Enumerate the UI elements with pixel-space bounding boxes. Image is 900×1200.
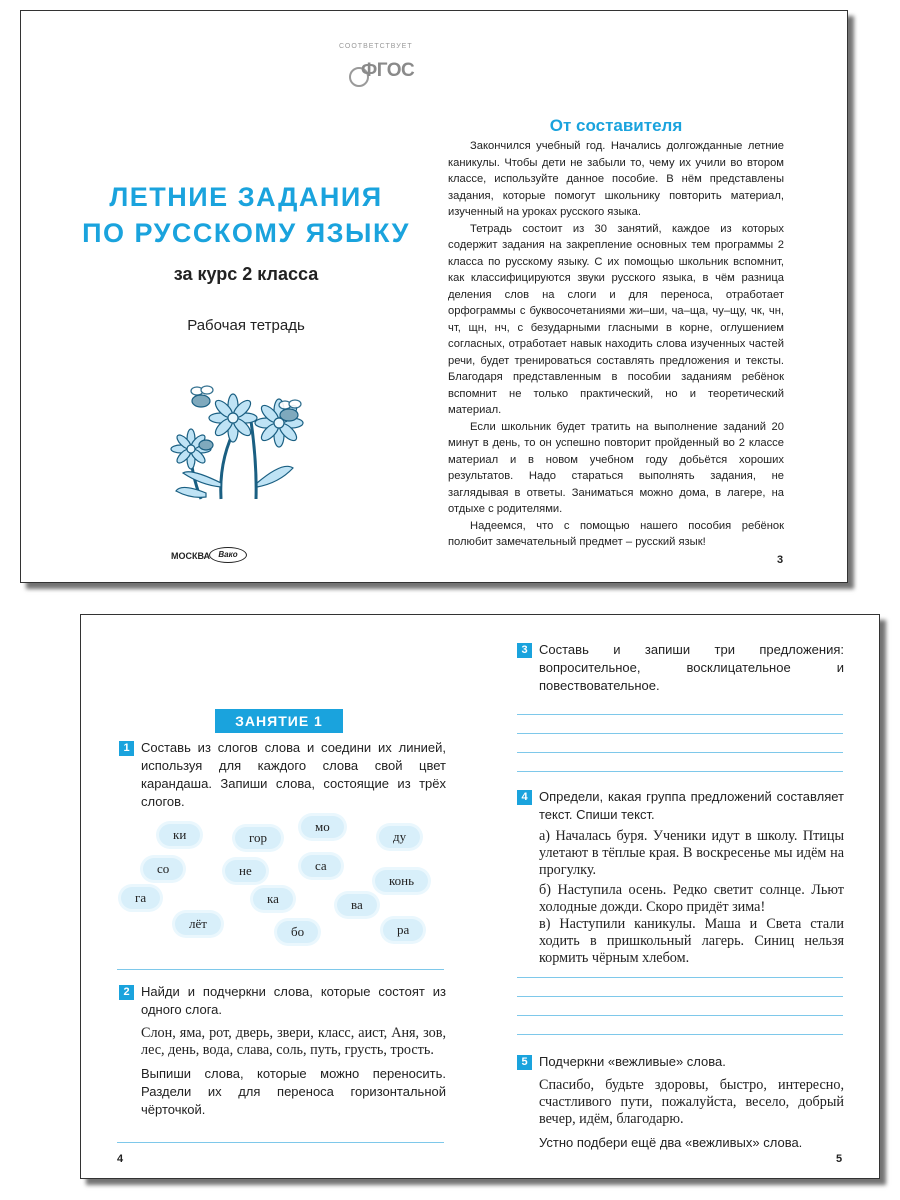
task-3-text: Составь и запиши три предложения: вопросительное, восклицательное и повествовательное. bbox=[539, 642, 844, 693]
preface-paragraph-3: Если школьник будет тратить на выполнение заданий 20 минут в день, то он успешно повторит пройденный во 2 классе материал и в новом учебном году добьётся хороших результатов. Надо стараться выполнять задания, не заглядывая в ответы. Заниматься можно дома, в лагере, на отдыхе с родителями. bbox=[448, 420, 784, 515]
task-1-text: Составь из слогов слова и соедини их линией, используя для каждого слова свой цвет карандаша. Запиши слова, состоящие из трёх слогов. bbox=[141, 740, 446, 809]
page-number-3: 3 bbox=[777, 554, 784, 566]
syllable-11: ва bbox=[337, 894, 377, 916]
task-2 bbox=[141, 983, 446, 1119]
task-3-number: 3 bbox=[517, 643, 532, 658]
page-number-4: 4 bbox=[117, 1153, 124, 1165]
answer-line bbox=[517, 1015, 843, 1016]
task-4-group-a: а) Началась буря. Ученики идут в школу. Птицы улетают в тёплые края. В воскресенье мы идём на прогулку. bbox=[539, 828, 844, 878]
syllable-1: ки bbox=[159, 824, 200, 846]
syllable-10: ка bbox=[253, 888, 293, 910]
syllable-4: ду bbox=[379, 826, 420, 848]
page-number-5: 5 bbox=[836, 1153, 843, 1165]
top-spread bbox=[20, 10, 848, 583]
subtitle: за курс 2 класса bbox=[173, 264, 319, 284]
answer-line bbox=[117, 1142, 444, 1143]
bottom-spread bbox=[80, 614, 880, 1179]
task-1 bbox=[141, 739, 446, 811]
task-5-number: 5 bbox=[517, 1055, 532, 1070]
daisies-with-bees-illustration bbox=[161, 373, 331, 503]
syllable-13: бо bbox=[277, 921, 318, 943]
preface-heading: От составителя bbox=[549, 116, 683, 135]
answer-line bbox=[517, 1034, 843, 1035]
task-5-text: Подчеркни «вежливые» слова. bbox=[539, 1054, 726, 1069]
fgos-arc-text: СООТВЕТСТВУЕТ bbox=[339, 43, 413, 50]
task-2-words: Слон, яма, рот, дверь, звери, класс, аист, Аня, зов, лес, день, вода, слава, соль, путь, грусть, трость. bbox=[141, 1025, 446, 1058]
answer-line bbox=[517, 977, 843, 978]
syllable-12: лёт bbox=[175, 913, 221, 935]
workbook-label: Рабочая тетрадь bbox=[187, 317, 305, 334]
lesson-title: ЗАНЯТИЕ 1 bbox=[215, 709, 343, 733]
preface-paragraph-2: Тетрадь состоит из 30 занятий, каждое из которых содержит задания на закрепление основных тем программы 2 класса по русскому языку. С их помощью школьник вспомнит, как классифицируются звуки русского языка, в чём разница деления слов на слоги и для переноса, отработает орфограммы с буквосочетаниями жи–ши, ча–ща, чу–щу, чк, чн, чт, щн, нч, с безударными гласными в корне, оглушением согласных, отработает навык находить слова изученных частей речи, будет тренироваться составлять предложения и тексты. Благодаря представленным в пособии заданиям ребёнок вспомнит не только практический, но и теоретический материал. bbox=[448, 222, 784, 416]
answer-line bbox=[117, 969, 444, 970]
syllable-7: са bbox=[301, 855, 341, 877]
task-2-instruction: Выпиши слова, которые можно переносить. Раздели их для переноса горизонтальной чёрточкой. bbox=[141, 1066, 446, 1117]
syllable-14: ра bbox=[383, 919, 423, 941]
task-5-instruction: Устно подбери ещё два «вежливых» слова. bbox=[539, 1135, 803, 1150]
task-4-group-c: в) Наступили каникулы. Маша и Света стали ходить в пришкольный лагерь. Синиц нельзя кормить чёрным хлебом. bbox=[539, 916, 844, 966]
task-4 bbox=[539, 788, 844, 967]
task-2-text: Найди и подчеркни слова, которые состоят из одного слога. bbox=[141, 984, 446, 1017]
syllable-3: мо bbox=[301, 816, 344, 838]
syllable-6: не bbox=[225, 860, 266, 882]
task-4-number: 4 bbox=[517, 790, 532, 805]
answer-line bbox=[517, 996, 843, 997]
syllable-8: конь bbox=[375, 870, 428, 892]
answer-line bbox=[517, 752, 843, 753]
syllable-2: гор bbox=[235, 827, 281, 849]
main-title-line2: ПО РУССКОМУ ЯЗЫКУ bbox=[82, 218, 410, 248]
preface-paragraph-1: Закончился учебный год. Начались долгожданные летние каникулы. Чтобы дети не забыли то, чему их учили во втором классе, используйте данное пособие. В нём представлены задания, которые помогут школьнику повторить материал, изученный на уроках русского языка. bbox=[448, 140, 784, 218]
answer-line bbox=[517, 714, 843, 715]
task-1-number: 1 bbox=[119, 741, 134, 756]
task-5-words: Спасибо, будьте здоровы, быстро, интересно, счастливого пути, пожалуйста, весело, добрый вечер, идём, благодарю. bbox=[539, 1077, 844, 1127]
task-5 bbox=[539, 1053, 844, 1152]
preface-text bbox=[448, 138, 784, 551]
task-3 bbox=[539, 641, 844, 695]
syllable-5: со bbox=[143, 858, 183, 880]
task-4-group-b: б) Наступила осень. Редко светит солнце. Льют холодные дожди. Скоро придёт зима! bbox=[539, 882, 844, 915]
syllable-9: га bbox=[121, 887, 160, 909]
answer-line bbox=[517, 771, 843, 772]
task-4-text: Определи, какая группа предложений составляет текст. Спиши текст. bbox=[539, 789, 844, 822]
fgos-logo-text: ФГОС bbox=[361, 60, 415, 81]
main-title-line1: ЛЕТНИЕ ЗАДАНИЯ bbox=[109, 182, 383, 212]
answer-line bbox=[517, 733, 843, 734]
publisher-logo: Вако bbox=[209, 547, 247, 563]
preface-paragraph-4: Надеемся, что с помощью нашего пособия ребёнок полюбит замечательный предмет – русский язык! bbox=[448, 519, 784, 548]
publisher-city: МОСКВА bbox=[171, 551, 211, 561]
task-2-number: 2 bbox=[119, 985, 134, 1000]
